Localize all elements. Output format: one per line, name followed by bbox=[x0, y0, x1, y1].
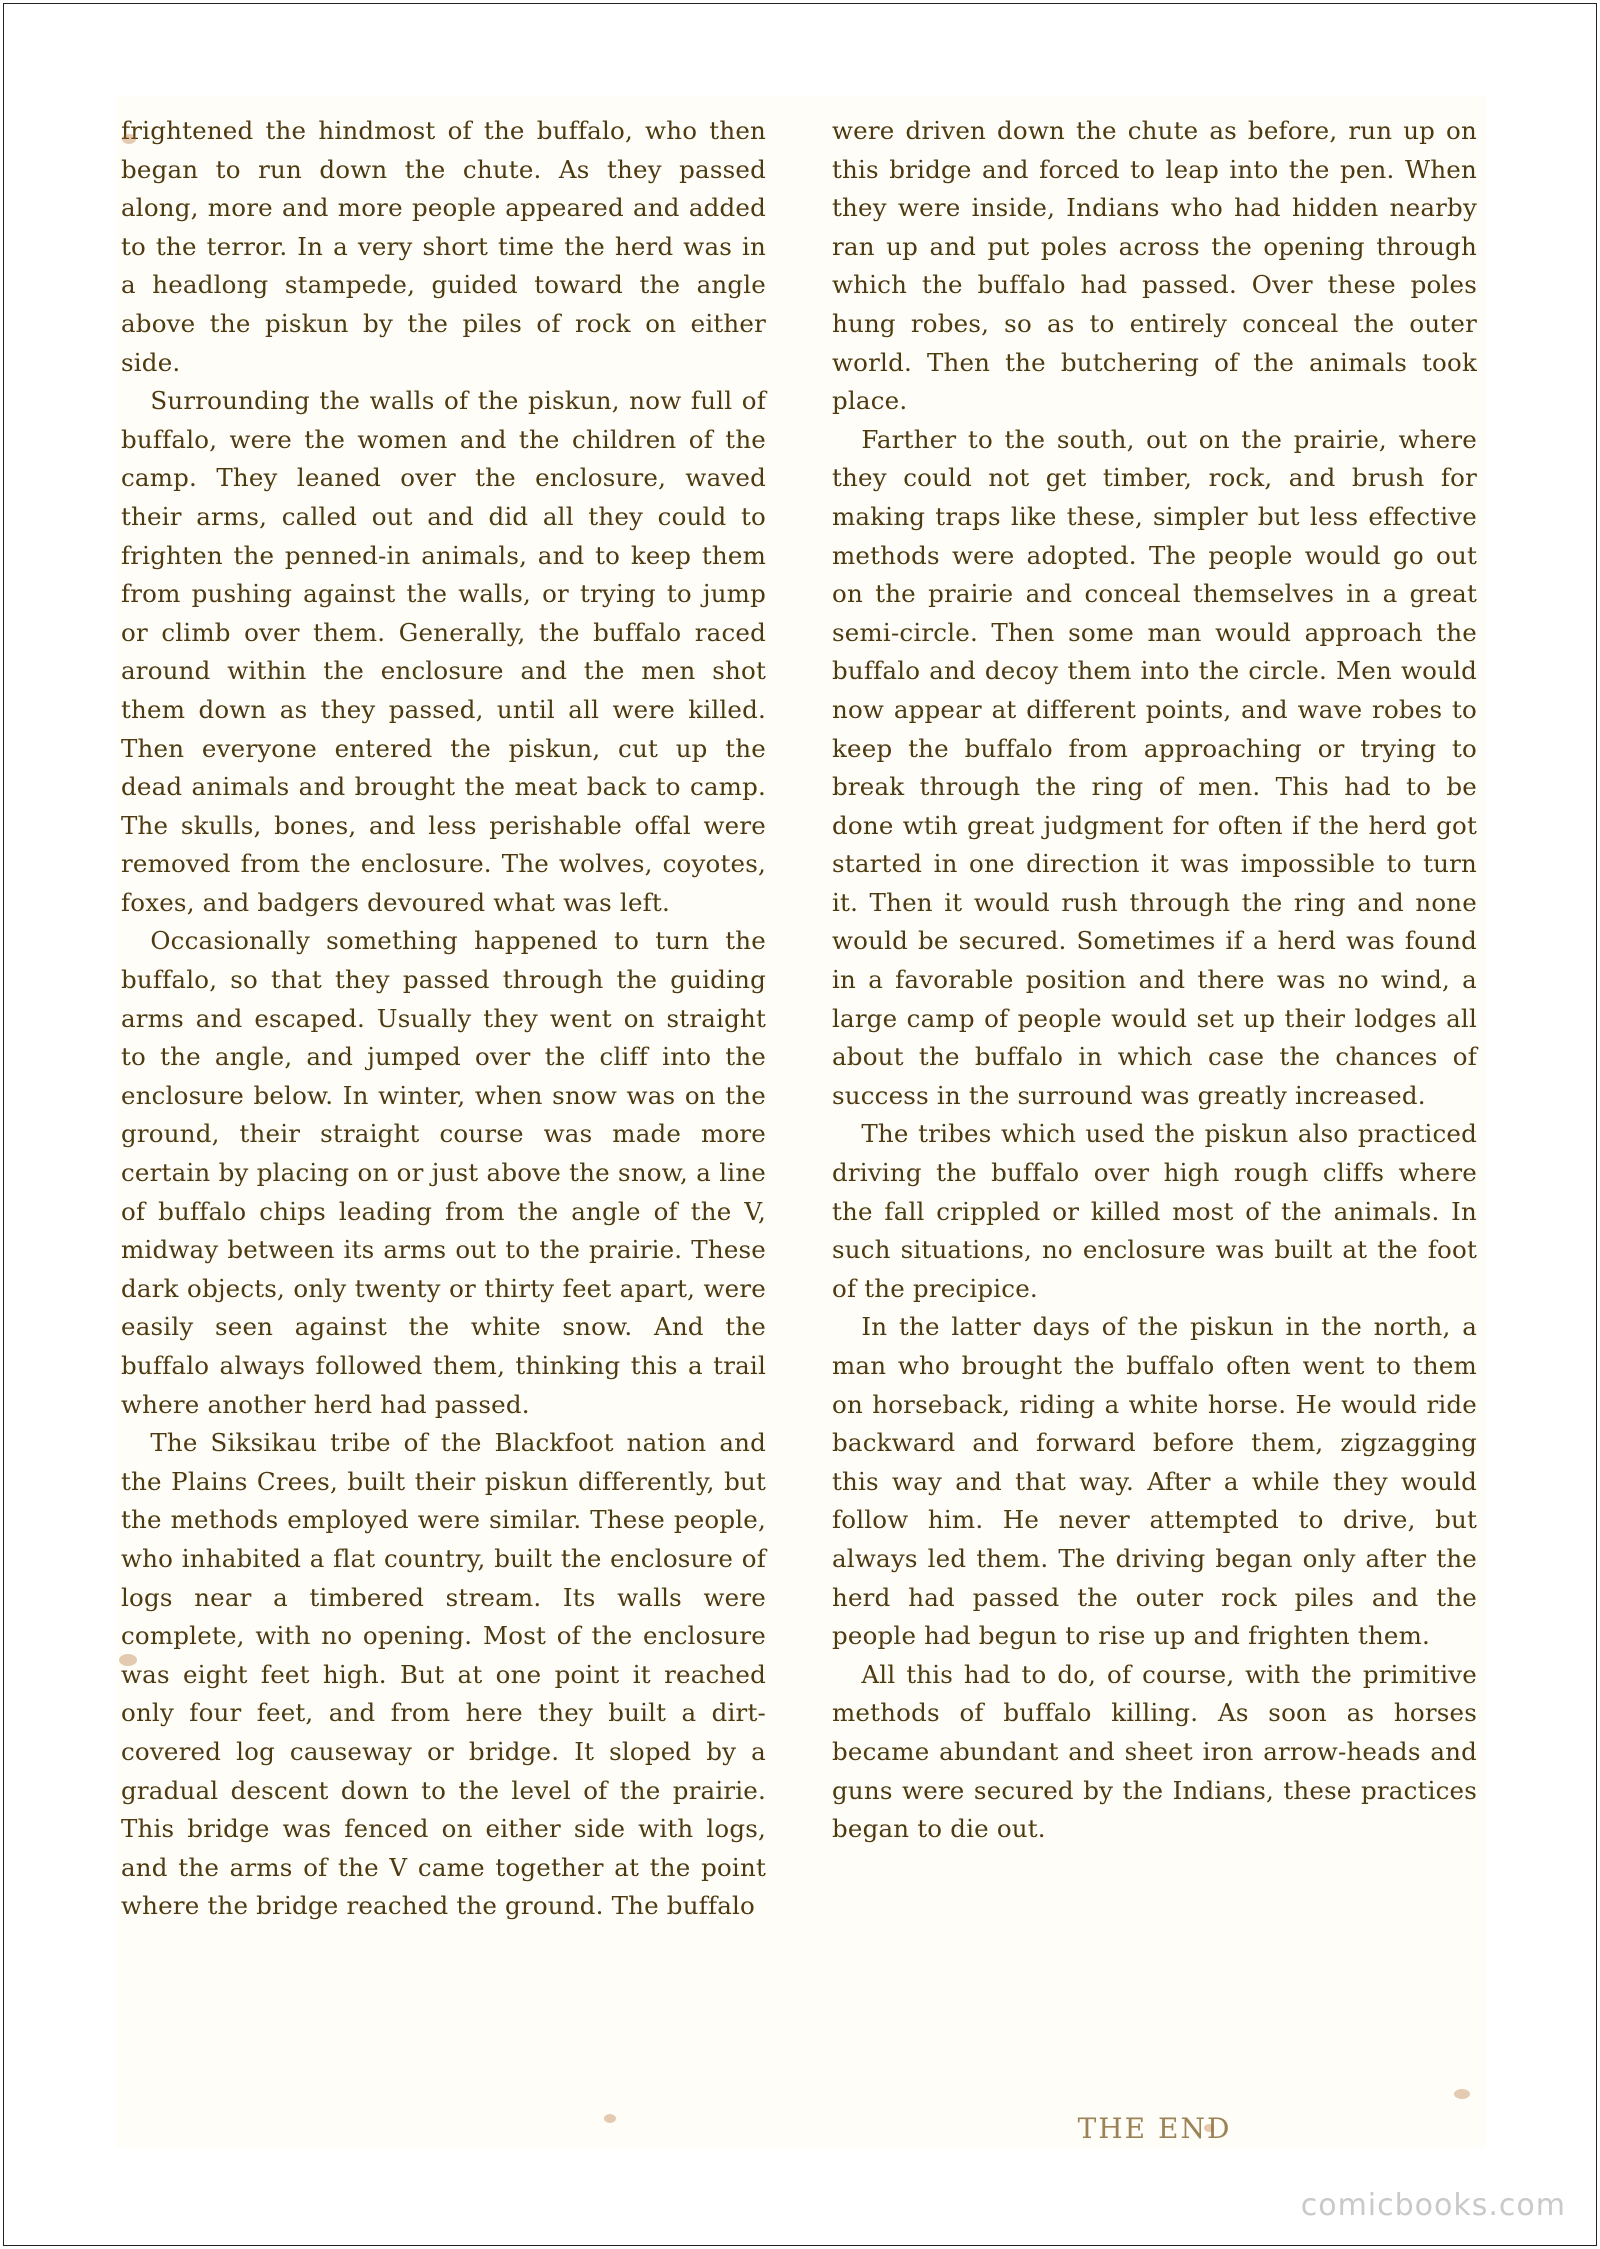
the-end-label: THE END bbox=[1077, 2112, 1232, 2145]
site-watermark: comicbooks.com bbox=[1300, 2188, 1566, 2223]
paragraph: Surrounding the walls of the piskun, now full of buffalo, were the women and the children of the camp. They leaned over the enclosure, waved their arms, called out and did all they could to frighten the penned-in animals, and to keep them from pushing against the walls, or trying to jump or climb over them. Generally, the buffalo raced around within the enclosure and the men shot them down as they passed, until all were killed. Then everyone entered the piskun, cut up the dead animals and brought the meat back to camp. The skulls, bones, and less perishable offal were removed from the enclosure. The wolves, coyotes, foxes, and badgers devoured what was left. bbox=[121, 386, 766, 917]
paragraph: Farther to the south, out on the prairie, where they could not get timber, rock, and brush for making traps like these, simpler but less effective methods were adopted. The people would go out on the prairie and conceal themselves in a great semi-circle. Then some man would approach the buffalo and decoy them into the circle. Men would now appear at different points, and wave robes to keep the buffalo from approaching or trying to break through the ring of men. This had to be done wtih great judgment for often if the herd got started in one direction it was impossible to turn it. Then it would rush through the ring and none would be secured. Sometimes if a herd was found in a favorable position and there was no wind, a large camp of people would set up their lodges all about the buffalo in which case the chances of success in the surround was greatly increased. bbox=[832, 424, 1477, 1110]
ink-speck bbox=[119, 1654, 137, 1666]
page-frame bbox=[3, 3, 1597, 2246]
paragraph: All this had to do, of course, with the primitive methods of buffalo killing. As soon as horses became abundant and sheet iron arrow-heads and guns were secured by the Indians, these practices began to die out. bbox=[832, 1659, 1477, 1844]
right-column bbox=[832, 112, 1477, 1849]
paragraph: frightened the hindmost of the buffalo, who then began to run down the chute. As they passed along, more and more people appeared and added to the terror. In a very short time the herd was in a headlong stampede, guided toward the angle above the piskun by the piles of rock on either side. bbox=[121, 116, 766, 377]
paragraph: Occasionally something happened to turn the buffalo, so that they passed through the guiding arms and escaped. Usually they went on straight to the angle, and jumped over the cliff into the enclosure below. In winter, when snow was on the ground, their straight course was made more certain by placing on or just above the snow, a line of buffalo chips leading from the angle of the V, midway between its arms out to the prairie. These dark objects, only twenty or thirty feet apart, were easily seen against the white snow. And the buffalo always followed them, thinking this a trail where another herd had passed. bbox=[121, 926, 766, 1419]
ink-speck bbox=[122, 134, 136, 144]
paragraph: In the latter days of the piskun in the north, a man who brought the buffalo often went to them on horseback, riding a white horse. He would ride backward and forward before them, zigzagging this way and that way. After a while they would follow him. He never attempted to drive, but always led them. The driving began only after the herd had passed the outer rock piles and the people had begun to rise up and frighten them. bbox=[832, 1312, 1477, 1651]
ink-speck bbox=[1204, 2124, 1214, 2132]
ink-speck bbox=[604, 2114, 616, 2123]
paragraph: were driven down the chute as before, run up on this bridge and forced to leap into the pen. When they were inside, Indians who had hidden nearby ran up and put poles across the opening through which the buffalo had passed. Over these poles hung robes, so as to entirely conceal the outer world. Then the butchering of the animals took place. bbox=[832, 116, 1477, 416]
ink-speck bbox=[1454, 2089, 1470, 2099]
paragraph: The tribes which used the piskun also practiced driving the buffalo over high rough cliffs where the fall crippled or killed most of the animals. In such situations, no enclosure was built at the foot of the precipice. bbox=[832, 1119, 1477, 1303]
paragraph: The Siksikau tribe of the Blackfoot nation and the Plains Crees, built their piskun differently, but the methods employed were similar. These people, who inhabited a flat country, built the enclosure of logs near a timbered stream. Its walls were complete, with no opening. Most of the enclosure was eight feet high. But at one point it reached only four feet, and from here they built a dirt-covered log causeway or bridge. It sloped by a gradual descent down to the level of the prairie. This bridge was fenced on either side with logs, and the arms of the V came together at the point where the bridge reached the ground. The buffalo bbox=[121, 1428, 766, 1921]
left-column bbox=[121, 112, 766, 1926]
